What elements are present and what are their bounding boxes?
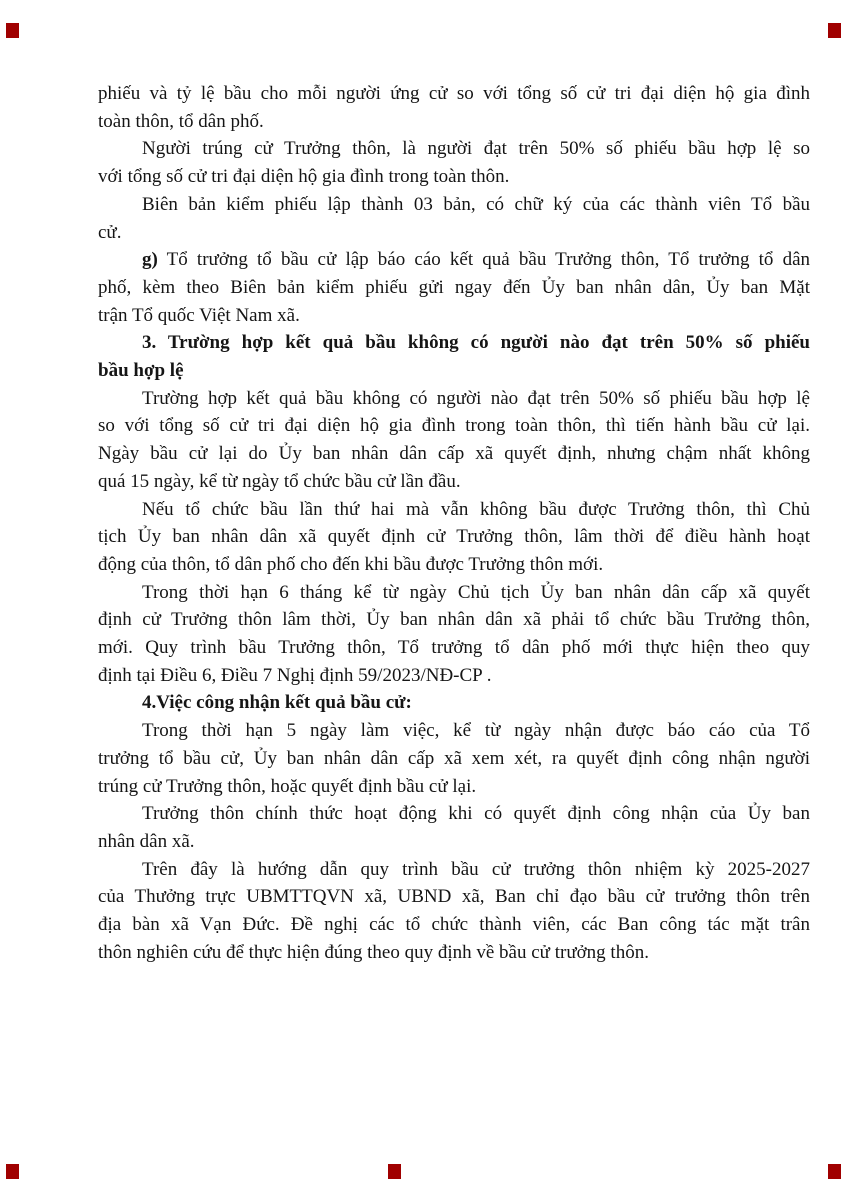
text-line: mới. Quy trình bầu Trưởng thôn, Tổ trưởng tổ dân phố mới thực hiện theo quy <box>98 637 810 659</box>
text-line: Trong thời hạn 6 tháng kể từ ngày Chủ tịch Ủy ban nhân dân cấp xã quyết <box>142 581 810 603</box>
text-line: Nếu tổ chức bầu lần thứ hai mà vẫn không bầu được Trưởng thôn, thì Chủ <box>142 498 810 520</box>
paragraph <box>98 579 810 690</box>
text-line: định cử Trưởng thôn lâm thời, Ủy ban nhân dân xã phải tổ chức bầu Trưởng thôn, <box>98 609 810 631</box>
text-line: Trong thời hạn 5 ngày làm việc, kể từ ngày nhận được báo cáo của Tổ <box>142 720 810 742</box>
bold-run: g) <box>142 249 158 271</box>
paragraph <box>98 800 810 855</box>
text-line: của Thưởng trực UBMTTQVN xã, UBND xã, Ban chỉ đạo bầu cử trưởng thôn trên <box>98 886 810 908</box>
text-line: trúng cử Trưởng thôn, hoặc quyết định bầu cử lại. <box>98 775 477 797</box>
text-line: phiếu và tỷ lệ bầu cho mỗi người ứng cử so với tổng số cử tri đại diện hộ gia đình <box>98 83 810 104</box>
text-line: địa bàn xã Vạn Đức. Đề nghị các tổ chức thành viên, các Ban công tác mặt trân <box>98 914 810 936</box>
text-line: cử. <box>98 221 122 243</box>
text-line: với tổng số cử tri đại diện hộ gia đình trong toàn thôn. <box>98 166 510 188</box>
paragraph <box>98 689 810 717</box>
paragraph <box>98 135 810 190</box>
text-line: phố, kèm theo Biên bản kiểm phiếu gửi ngay đến Ủy ban nhân dân, Ủy ban Mặt <box>98 276 810 298</box>
text-line: quá 15 ngày, kể từ ngày tổ chức bầu cử lần đầu. <box>98 470 461 492</box>
paragraph <box>98 856 810 967</box>
text-line: nhân dân xã. <box>98 830 195 852</box>
red-marker-bottom-center <box>388 1164 401 1179</box>
text-line: bầu hợp lệ <box>98 360 184 382</box>
paragraph <box>98 329 810 384</box>
red-marker-bottom-left <box>6 1164 19 1179</box>
text-line: 4.Việc công nhận kết quả bầu cử: <box>142 692 412 714</box>
text-line: 3. Trường hợp kết quả bầu không có người nào đạt trên 50% số phiếu <box>142 332 810 354</box>
text-line: trưởng tổ bầu cử, Ủy ban nhân dân cấp xã xem xét, ra quyết định công nhận người <box>98 747 810 769</box>
text-line: tịch Ủy ban nhân dân xã quyết định cử Trưởng thôn, lâm thời để điều hành hoạt <box>98 526 810 548</box>
document-text <box>98 80 810 967</box>
paragraph <box>98 246 810 329</box>
text-line: so với tổng số cử tri đại diện hộ gia đình trong toàn thôn, thì tiến hành bầu cử lại. <box>98 415 810 437</box>
paragraph <box>98 385 810 496</box>
text-line: trận Tổ quốc Việt Nam xã. <box>98 304 300 326</box>
red-marker-top-right <box>828 23 841 38</box>
text-line: thôn nghiên cứu để thực hiện đúng theo quy định về bầu cử trưởng thôn. <box>98 941 649 963</box>
paragraph <box>98 496 810 579</box>
red-marker-top-left <box>6 23 19 38</box>
text-line: động của thôn, tổ dân phố cho đến khi bầu được Trưởng thôn mới. <box>98 553 604 575</box>
text-line: Trên đây là hướng dẫn quy trình bầu cử trưởng thôn nhiệm kỳ 2025-2027 <box>142 858 810 880</box>
paragraph <box>98 717 810 800</box>
text-line: toàn thôn, tổ dân phố. <box>98 110 264 132</box>
text-line: Người trúng cử Trưởng thôn, là người đạt trên 50% số phiếu bầu hợp lệ so <box>142 138 810 160</box>
text-line: Ngày bầu cử lại do Ủy ban nhân dân cấp xã quyết định, nhưng chậm nhất không <box>98 443 810 465</box>
text-line: Trường hợp kết quả bầu không có người nào đạt trên 50% số phiếu bầu hợp lệ <box>142 387 810 409</box>
paragraph <box>98 80 810 135</box>
text-line: Biên bản kiểm phiếu lập thành 03 bản, có chữ ký của các thành viên Tổ bầu <box>142 193 810 215</box>
text-line: g) Tổ trưởng tổ bầu cử lập báo cáo kết quả bầu Trưởng thôn, Tổ trưởng tổ dân <box>142 249 810 271</box>
paragraph <box>98 191 810 246</box>
text-line: định tại Điều 6, Điều 7 Nghị định 59/2023/NĐ-CP . <box>98 664 492 686</box>
text-line: Trưởng thôn chính thức hoạt động khi có quyết định công nhận của Ủy ban <box>142 803 810 825</box>
red-marker-bottom-right <box>828 1164 841 1179</box>
